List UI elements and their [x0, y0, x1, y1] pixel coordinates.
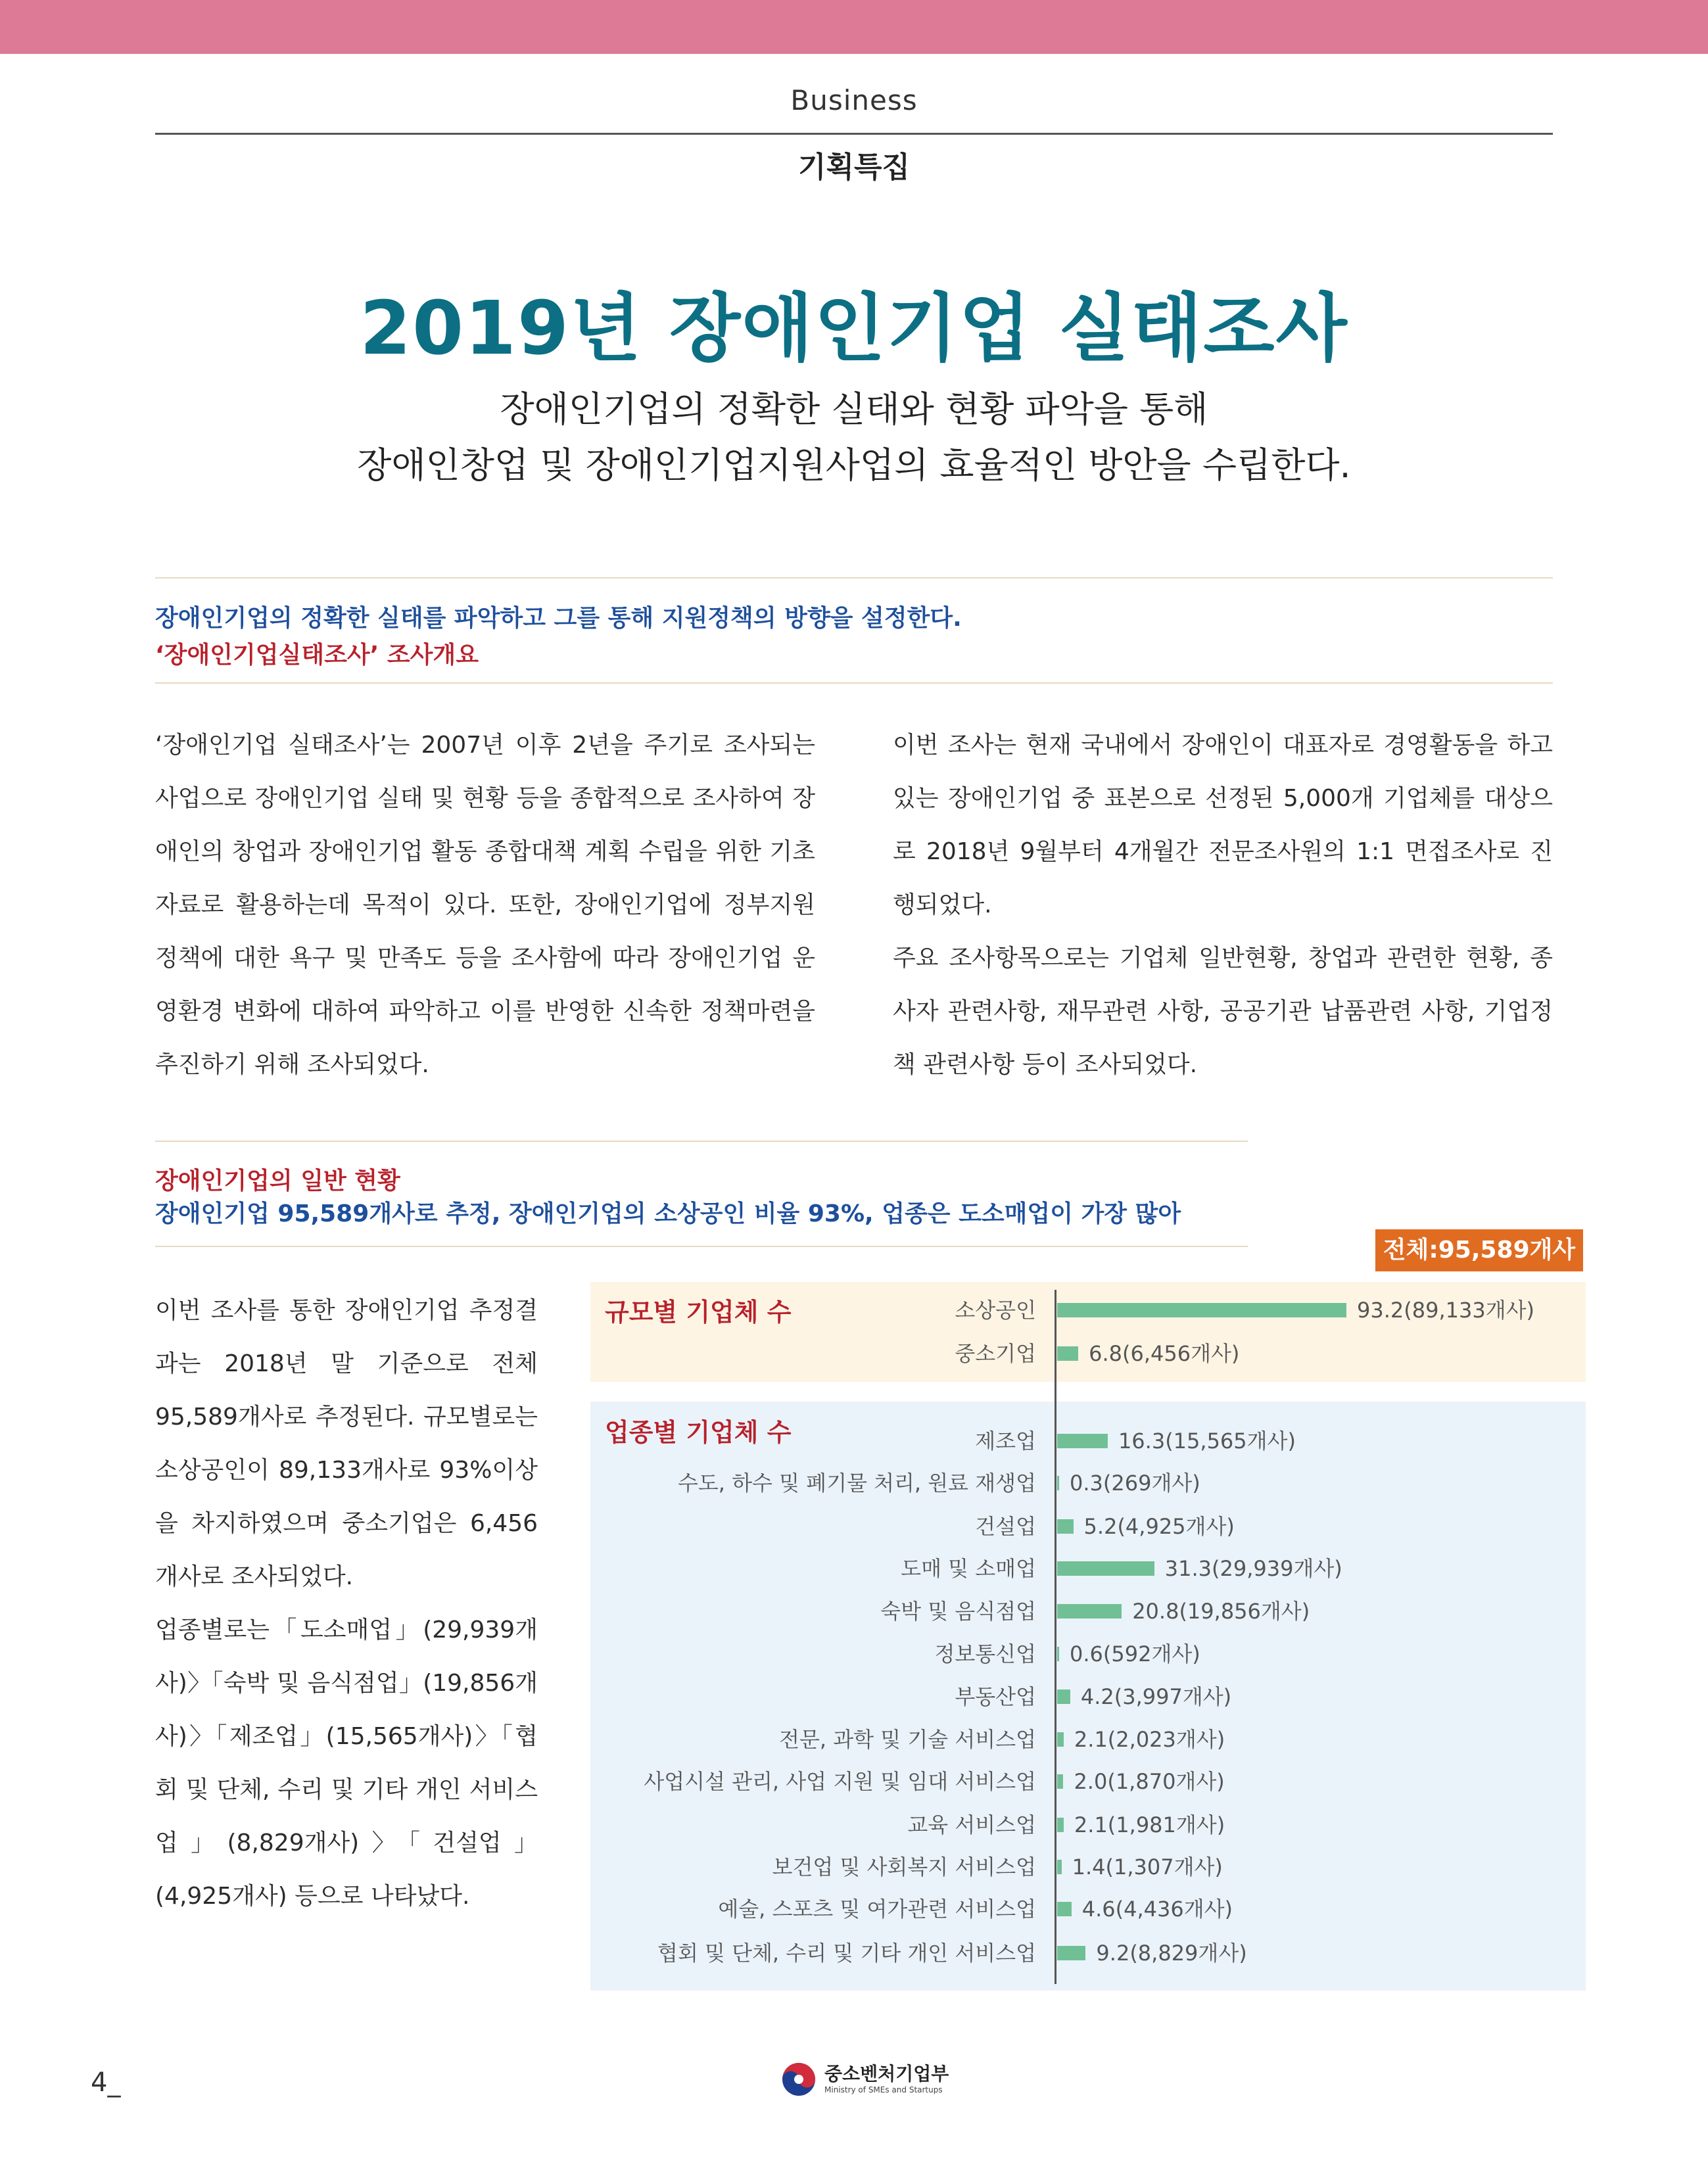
- chart-category-label: 사업시설 관리, 사업 지원 및 임대 서비스업: [644, 1769, 1036, 1794]
- chart-category-label: 도매 및 소매업: [901, 1556, 1036, 1581]
- chart-category-label: 소상공인: [955, 1298, 1036, 1323]
- divider: [155, 682, 1553, 684]
- chart-bar: [1057, 1902, 1072, 1916]
- top-color-bar: [0, 0, 1708, 54]
- chart-value-label: 4.6(4,436개사): [1081, 1897, 1233, 1922]
- overview-right-text-1: 이번 조사는 현재 국내에서 장애인이 대표자로 경영활동을 하고 있는 장애인기업 중 표본으로 선정된 5,000개 기업체를 대상으로 2018년 9월부터 4개월간 전문조사원의 1:1 면접조사로 진행되었다.: [893, 732, 1553, 918]
- logo-text: [824, 2064, 949, 2095]
- chart-bar: [1057, 1818, 1064, 1832]
- status-text-2: 업종별로는「도소매업」(29,939개사)〉「숙박 및 음식점업」(19,856개사)〉「제조업」(15,565개사)〉「협회 및 단체, 수리 및 기타 개인 서비스업」(8,829개사)〉「건설업」(4,925개사) 등으로 나타났다.: [155, 1617, 538, 1910]
- chart-bar: [1057, 1604, 1122, 1619]
- logo-korean: 중소벤처기업부: [824, 2063, 949, 2085]
- chart-category-label: 보건업 및 사회복지 서비스업: [772, 1855, 1036, 1879]
- chart-category-label: 정보통신업: [934, 1642, 1036, 1666]
- industry-chart-title: 업종별 기업체 수: [605, 1418, 792, 1447]
- chart-category-label: 중소기업: [955, 1341, 1036, 1366]
- divider: [155, 577, 1553, 579]
- status-subheading: 장애인기업 95,589개사로 추정, 장애인기업의 소상공인 비율 93%, 업종은 도소매업이 가장 많아: [155, 1200, 1181, 1227]
- chart-value-label: 6.8(6,456개사): [1089, 1341, 1240, 1366]
- taegeuk-emblem-icon: [781, 2062, 817, 2097]
- chart-category-label: 수도, 하수 및 폐기물 처리, 원료 재생업: [677, 1471, 1036, 1496]
- chart-value-label: 1.4(1,307개사): [1072, 1855, 1223, 1879]
- chart-category-label: 전문, 과학 및 기술 서비스업: [779, 1727, 1036, 1752]
- page-number: 4_: [91, 2068, 121, 2098]
- size-chart-title: 규모별 기업체 수: [605, 1298, 792, 1327]
- chart-value-label: 20.8(19,856개사): [1132, 1599, 1310, 1624]
- chart-bar: [1057, 1647, 1059, 1661]
- chart-bar: [1057, 1732, 1064, 1747]
- status-text-1: 이번 조사를 통한 장애인기업 추정결과는 2018년 말 기준으로 전체 95,589개사로 추정된다. 규모별로는 소상공인이 89,133개사로 93%이상을 차지하였으며 중소기업은 6,456개사로 조사되었다.: [155, 1297, 538, 1590]
- chart-bar: [1057, 1434, 1108, 1448]
- chart-value-label: 31.3(29,939개사): [1164, 1556, 1342, 1581]
- ministry-logo: [781, 2062, 949, 2097]
- subtitle-line-2: 장애인창업 및 장애인기업지원사업의 효율적인 방안을 수립한다.: [357, 444, 1351, 486]
- overview-right-text-2: 주요 조사항목으로는 기업체 일반현황, 창업과 관련한 현황, 종사자 관련사항, 재무관련 사항, 공공기관 납품관련 사항, 기업정책 관련사항 등이 조사되었다.: [893, 945, 1553, 1078]
- chart-bar: [1057, 1476, 1059, 1490]
- chart-category-label: 교육 서비스업: [907, 1812, 1036, 1837]
- section-subtitle: 기획특집: [797, 151, 910, 184]
- chart-category-label: 부동산업: [955, 1684, 1036, 1709]
- chart-value-label: 9.2(8,829개사): [1096, 1941, 1247, 1966]
- chart-value-label: 16.3(15,565개사): [1118, 1429, 1296, 1453]
- divider: [155, 1246, 1248, 1247]
- chart-bar: [1057, 1519, 1074, 1534]
- chart-category-label: 건설업: [975, 1514, 1036, 1539]
- overview-right-paragraphs: [893, 719, 1553, 1091]
- subtitle-line-1: 장애인기업의 정확한 실태와 현황 파악을 통해: [500, 389, 1208, 430]
- page-title: 2019년 장애인기업 실태조사: [360, 286, 1348, 371]
- header-divider: [155, 133, 1553, 135]
- divider: [155, 1141, 1248, 1142]
- chart-category-label: 협회 및 단체, 수리 및 기타 개인 서비스업: [657, 1941, 1036, 1966]
- chart-bar: [1057, 1561, 1154, 1576]
- overview-left-text: ‘장애인기업 실태조사’는 2007년 이후 2년을 주기로 조사되는 사업으로 장애인기업 실태 및 현황 등을 종합적으로 조사하여 장애인의 창업과 장애인기업 활동 종합대책 계획 수립을 위한 기초자료로 활용하는데 목적이 있다. 또한, 장애인기업에 정부지원 정책에 대한 욕구 및 만족도 등을 조사함에 따라 장애인기업 운영환경 변화에 대하여 파악하고 이를 반영한 신속한 정책마련을 추진하기 위해 조사되었다.: [155, 732, 815, 1078]
- chart-value-label: 5.2(4,925개사): [1083, 1514, 1235, 1539]
- total-badge: 전체:95,589개사: [1375, 1229, 1583, 1271]
- chart-value-label: 4.2(3,997개사): [1080, 1684, 1232, 1709]
- chart-bar: [1057, 1774, 1063, 1789]
- chart-value-label: 2.1(1,981개사): [1074, 1812, 1225, 1837]
- status-paragraphs: [155, 1284, 538, 1923]
- chart-category-label: 예술, 스포츠 및 여가관련 서비스업: [718, 1897, 1036, 1922]
- chart-bar: [1057, 1346, 1078, 1361]
- logo-english: Ministry of SMEs and Startups: [824, 2085, 943, 2094]
- status-heading: 장애인기업의 일반 현황: [155, 1168, 400, 1194]
- chart-value-label: 2.1(2,023개사): [1074, 1727, 1225, 1752]
- overview-left-paragraph: [155, 719, 815, 1091]
- chart-category-label: 숙박 및 음식점업: [880, 1599, 1036, 1624]
- overview-subheading: ‘장애인기업실태조사’ 조사개요: [155, 642, 479, 669]
- chart-value-label: 0.6(592개사): [1070, 1642, 1200, 1666]
- chart-category-label: 제조업: [975, 1429, 1036, 1453]
- chart-bar: [1057, 1946, 1085, 1960]
- chart-value-label: 93.2(89,133개사): [1357, 1298, 1535, 1323]
- chart-bar: [1057, 1690, 1070, 1704]
- section-label: Business: [790, 84, 918, 116]
- chart-value-label: 0.3(269개사): [1070, 1471, 1200, 1496]
- overview-heading: 장애인기업의 정확한 실태를 파악하고 그를 통해 지원정책의 방향을 설정한다.: [155, 605, 962, 632]
- chart-axis: [1055, 1290, 1056, 1984]
- chart-bar: [1057, 1860, 1062, 1874]
- chart-bar: [1057, 1303, 1346, 1317]
- chart-value-label: 2.0(1,870개사): [1074, 1769, 1225, 1794]
